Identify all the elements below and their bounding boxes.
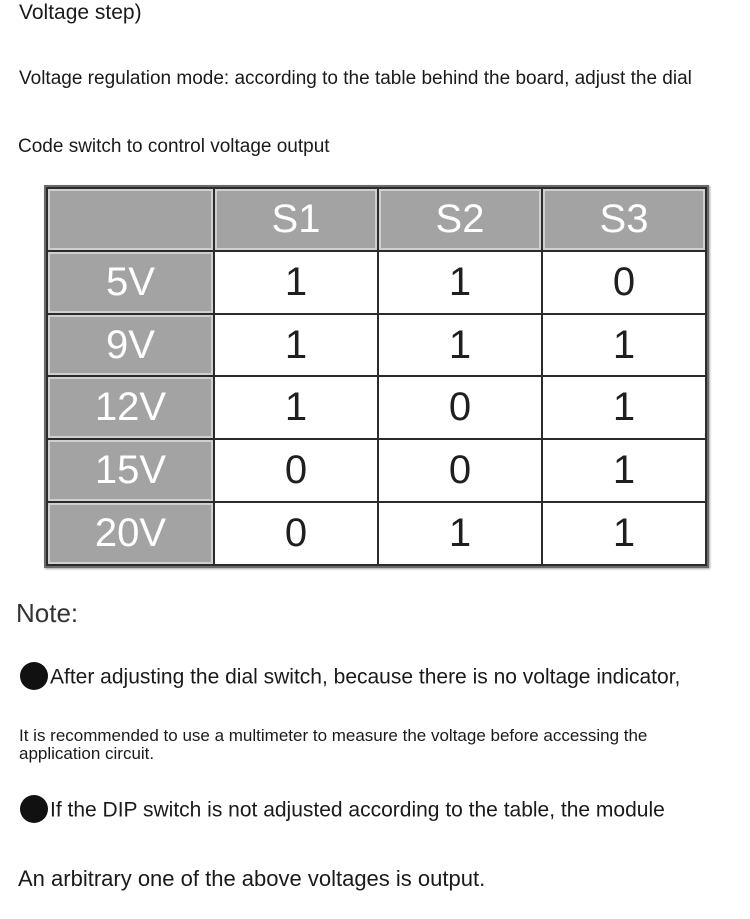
regulation-mode-text: Voltage regulation mode: according to the table behind the board, adjust the dial [19, 68, 692, 89]
heading-voltage-step: Voltage step) [19, 1, 142, 24]
cell-value: 1 [542, 376, 706, 439]
switch-control-text: Code switch to control voltage output [18, 136, 330, 157]
table-header-row [47, 188, 706, 251]
bullet-item-dip-switch [20, 797, 665, 825]
table-row [47, 251, 706, 314]
row-label: 5V [47, 251, 214, 314]
bullet-text: If the DIP switch is not adjusted according to the table, the module [50, 798, 665, 822]
row-label: 15V [47, 439, 214, 502]
row-label: 20V [47, 502, 214, 565]
multimeter-recommendation: It is recommended to use a multimeter to measure the voltage before accessing the application circuit. [19, 726, 648, 763]
cell-value: 0 [214, 502, 378, 565]
cell-value: 1 [542, 439, 706, 502]
output-note: An arbitrary one of the above voltages is output. [18, 866, 486, 891]
cell-value: 1 [378, 502, 542, 565]
table-row [47, 376, 706, 439]
cell-value: 1 [214, 376, 378, 439]
cell-value: 1 [542, 314, 706, 377]
header-corner [47, 188, 214, 251]
dip-switch-table [44, 185, 709, 568]
cell-value: 0 [378, 439, 542, 502]
cell-value: 1 [378, 314, 542, 377]
bullet-dot-icon [20, 662, 48, 690]
table-row [47, 314, 706, 377]
header-s1: S1 [214, 188, 378, 251]
row-label: 12V [47, 376, 214, 439]
bullet-item-dial-switch [20, 664, 680, 692]
note-title: Note: [16, 598, 79, 628]
bullet-text: After adjusting the dial switch, because there is no voltage indicator, [50, 665, 681, 689]
header-s2: S2 [378, 188, 542, 251]
cell-value: 1 [378, 251, 542, 314]
cell-value: 1 [214, 251, 378, 314]
bullet-dot-icon [20, 795, 48, 823]
voltage-table [46, 187, 707, 566]
table-row [47, 502, 706, 565]
row-label: 9V [47, 314, 214, 377]
cell-value: 0 [378, 376, 542, 439]
cell-value: 0 [542, 251, 706, 314]
table-row [47, 439, 706, 502]
cell-value: 0 [214, 439, 378, 502]
header-s3: S3 [542, 188, 706, 251]
cell-value: 1 [542, 502, 706, 565]
cell-value: 1 [214, 314, 378, 377]
